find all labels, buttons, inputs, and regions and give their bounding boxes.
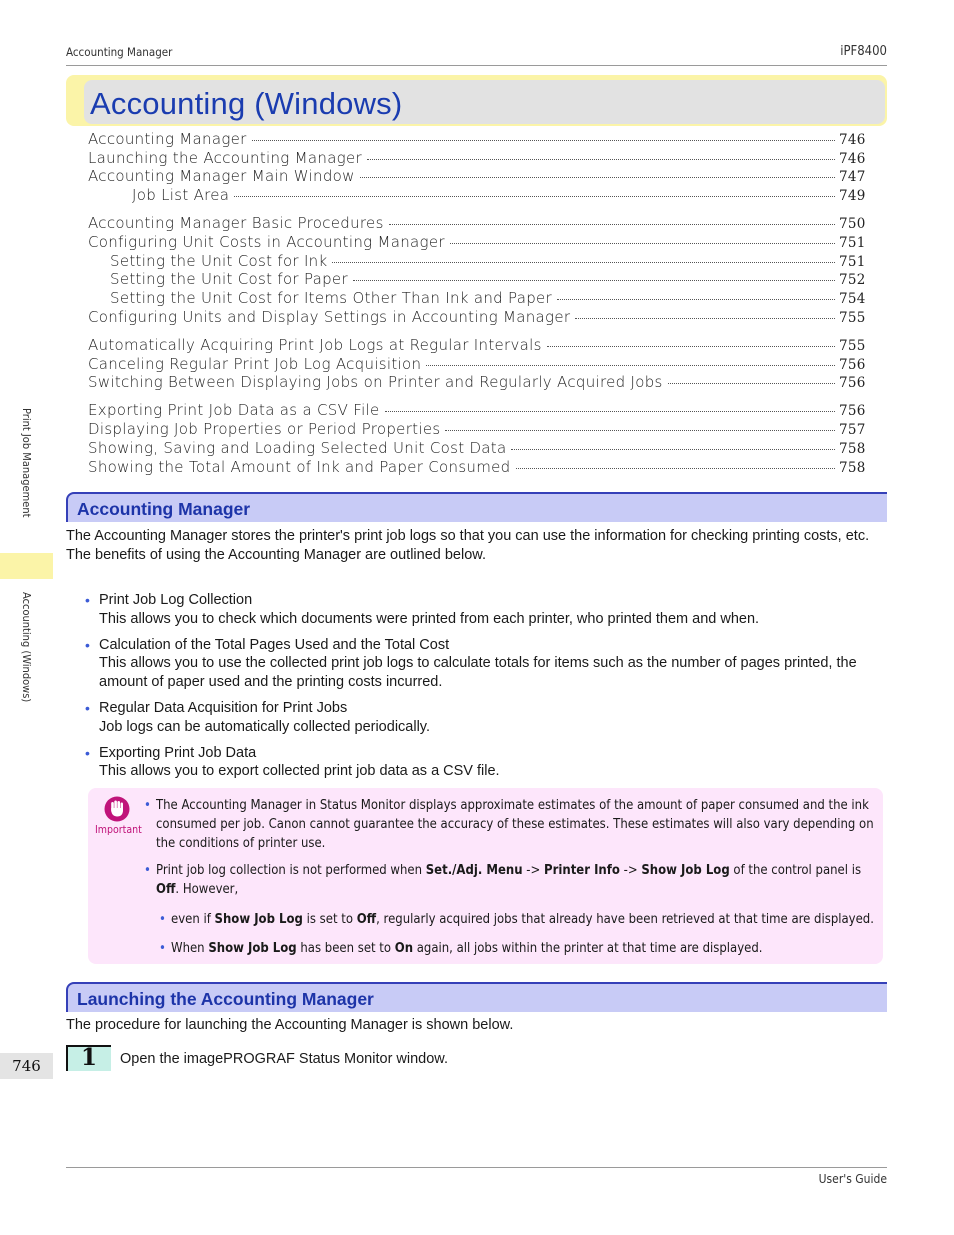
toc-entry-page: 758 xyxy=(839,440,866,457)
toc-entry[interactable] xyxy=(88,401,865,420)
side-tab-section[interactable]: Accounting (Windows) xyxy=(20,592,33,703)
page-title: Accounting (Windows) xyxy=(90,86,403,121)
bullet-icon: • xyxy=(159,941,166,956)
toc-leader-dots xyxy=(367,158,835,160)
toc-entry-title: Setting the Unit Cost for Ink xyxy=(110,251,328,270)
setting-value: Off xyxy=(356,912,377,927)
toc-leader-dots xyxy=(557,298,835,300)
section-heading: Launching the Accounting Manager xyxy=(77,989,374,1009)
toc-entry-page: 757 xyxy=(839,422,866,439)
section-intro xyxy=(66,527,887,564)
list-item xyxy=(85,636,890,692)
toc-entry-title: Launching the Accounting Manager xyxy=(88,148,362,167)
setting-value: On xyxy=(394,941,414,956)
list-item-description: This allows you to use the collected print job logs to calculate totals for items such as the number of pages printed, the amount of paper used and the printing costs incurred. xyxy=(99,655,857,690)
toc-entry-title: Exporting Print Job Data as a CSV File xyxy=(88,401,380,420)
toc-entry[interactable] xyxy=(88,149,865,168)
toc-entry[interactable] xyxy=(88,355,865,374)
step-number: 1 xyxy=(81,1044,98,1071)
toc-entry-title: Job List Area xyxy=(132,186,230,205)
toc-entry-page: 747 xyxy=(839,169,866,186)
bullet-icon: • xyxy=(159,912,166,927)
list-item-title: Exporting Print Job Data xyxy=(99,744,257,761)
important-subnote-1 xyxy=(144,910,874,929)
toc-entry-page: 756 xyxy=(839,356,866,373)
toc-leader-dots xyxy=(385,410,835,412)
toc-leader-dots xyxy=(353,279,835,281)
list-item-description: This allows you to check which documents were printed from each printer, who printed them and when. xyxy=(99,610,760,627)
list-item-title: Print Job Log Collection xyxy=(99,592,253,608)
note-text: When Show Job Log has been set to On again, all jobs within the printer at that time are displayed. xyxy=(171,941,763,956)
toc-entry[interactable] xyxy=(88,439,865,458)
bullet-icon: • xyxy=(144,863,151,878)
list-item-title: Calculation of the Total Pages Used and the Total Cost xyxy=(99,636,450,653)
toc-entry-title: Configuring Unit Costs in Accounting Manager xyxy=(88,232,445,251)
list-item xyxy=(85,744,890,781)
intro-paragraph-1: The Accounting Manager stores the printer's print job logs so that you can use the information for checking printing costs, etc. xyxy=(66,528,870,544)
bullet-icon: • xyxy=(85,636,90,653)
toc-leader-dots xyxy=(389,223,835,225)
list-item-description: This allows you to export collected print job data as a CSV file. xyxy=(99,763,500,780)
toc-leader-dots xyxy=(668,382,835,384)
setting-value: Off xyxy=(156,882,176,897)
header-divider xyxy=(66,65,887,66)
benefits-list xyxy=(85,591,890,788)
toc-entry-title: Configuring Units and Display Settings in Accounting Manager xyxy=(88,307,571,326)
toc-leader-dots xyxy=(450,242,835,244)
footer-divider xyxy=(66,1167,887,1168)
section2-intro: The procedure for launching the Accounting Manager is shown below. xyxy=(66,1017,514,1033)
bullet-icon: • xyxy=(85,699,90,716)
list-item xyxy=(85,591,890,628)
toc-entry[interactable] xyxy=(88,167,865,186)
list-item-title: Regular Data Acquisition for Print Jobs xyxy=(99,699,348,716)
important-label: Important xyxy=(95,824,142,836)
toc-leader-dots xyxy=(445,429,835,431)
table-of-contents xyxy=(88,130,865,476)
toc-entry-title: Accounting Manager Basic Procedures xyxy=(88,214,384,233)
toc-entry-title: Setting the Unit Cost for Items Other Than Ink and Paper xyxy=(110,289,553,307)
bullet-icon: • xyxy=(85,592,90,608)
title-banner xyxy=(66,75,887,126)
section-heading: Accounting Manager xyxy=(77,499,251,519)
step-text: Open the imagePROGRAF Status Monitor window. xyxy=(120,1051,449,1067)
toc-entry-title: Canceling Regular Print Job Log Acquisition xyxy=(88,354,422,373)
hand-stop-icon xyxy=(104,795,130,823)
list-item xyxy=(85,699,890,736)
toc-entry-page: 750 xyxy=(839,216,866,233)
side-tab-chapter[interactable]: Print Job Management xyxy=(20,408,33,518)
setting-name: Show Job Log xyxy=(214,912,303,927)
toc-leader-dots xyxy=(426,364,835,366)
toc-entry-page: 756 xyxy=(839,375,866,392)
toc-leader-dots xyxy=(360,176,835,178)
important-note-2 xyxy=(144,861,874,899)
toc-entry-title: Accounting Manager xyxy=(88,130,247,148)
toc-entry-page: 756 xyxy=(839,403,866,420)
bullet-icon: • xyxy=(144,798,151,813)
running-header-section: Accounting Manager xyxy=(66,45,173,59)
toc-entry-page: 755 xyxy=(839,309,866,326)
toc-entry[interactable] xyxy=(88,186,865,205)
side-tab-active-marker xyxy=(0,553,53,579)
toc-entry-title: Showing, Saving and Loading Selected Unit Cost Data xyxy=(88,438,507,457)
toc-entry-title: Switching Between Displaying Jobs on Printer and Regularly Acquired Jobs xyxy=(88,373,663,392)
toc-leader-dots xyxy=(332,261,835,263)
toc-entry-page: 752 xyxy=(839,272,866,289)
toc-entry-page: 755 xyxy=(839,337,866,354)
toc-entry[interactable] xyxy=(88,373,865,392)
toc-leader-dots xyxy=(234,195,835,197)
important-subnote-2 xyxy=(144,939,874,958)
note-text: The Accounting Manager in Status Monitor displays approximate estimates of the amount of paper consumed and the ink consumed per job. Canon cannot guarantee the accuracy of these estimates. These estimates will also vary depending on the conditions of printer use. xyxy=(156,798,874,851)
title-banner-inner xyxy=(84,80,885,124)
toc-entry[interactable] xyxy=(88,336,865,355)
toc-entry-page: 758 xyxy=(839,459,866,476)
toc-entry-page: 746 xyxy=(839,132,866,148)
toc-entry[interactable] xyxy=(88,252,865,271)
important-note-box xyxy=(88,788,883,964)
toc-leader-dots xyxy=(252,139,835,141)
toc-entry[interactable] xyxy=(88,130,865,149)
note-text: even if Show Job Log is set to Off, regularly acquired jobs that already have been retrieved at that time are displayed. xyxy=(171,912,874,927)
running-header-model: iPF8400 xyxy=(840,44,887,59)
toc-entry[interactable] xyxy=(88,458,865,477)
toc-entry[interactable] xyxy=(88,420,865,439)
toc-leader-dots xyxy=(511,448,835,450)
toc-entry-page: 751 xyxy=(839,234,866,251)
toc-entry-title: Setting the Unit Cost for Paper xyxy=(110,270,348,289)
toc-leader-dots xyxy=(547,345,835,347)
toc-entry-page: 754 xyxy=(839,291,866,307)
toc-leader-dots xyxy=(575,317,835,319)
menu-name: Set./Adj. Menu xyxy=(425,863,523,878)
toc-group-gap xyxy=(88,326,865,336)
step-number-badge xyxy=(66,1045,111,1071)
important-notes xyxy=(144,796,874,958)
toc-entry[interactable] xyxy=(88,233,865,252)
note-text: Print job log collection is not performed when Set./Adj. Menu -> Printer Info -> Show Job Log of the control panel is Off. However, xyxy=(156,863,862,897)
menu-name: Printer Info xyxy=(544,863,620,878)
page-number: 746 xyxy=(0,1053,53,1079)
toc-entry[interactable] xyxy=(88,289,865,308)
menu-name: Show Job Log xyxy=(641,863,730,878)
intro-paragraph-2: The benefits of using the Accounting Manager are outlined below. xyxy=(66,546,486,563)
toc-leader-dots xyxy=(516,467,835,469)
toc-entry-page: 751 xyxy=(839,253,866,270)
toc-entry[interactable] xyxy=(88,308,865,327)
setting-name: Show Job Log xyxy=(208,941,297,956)
toc-entry-title: Automatically Acquiring Print Job Logs at Regular Intervals xyxy=(88,335,542,354)
toc-entry-page: 749 xyxy=(839,188,866,205)
toc-group-gap xyxy=(88,205,865,215)
toc-entry-title: Showing the Total Amount of Ink and Paper Consumed xyxy=(88,457,511,476)
list-item-description: Job logs can be automatically collected periodically. xyxy=(99,718,430,735)
section-header-accounting-manager xyxy=(66,492,887,522)
bullet-icon: • xyxy=(85,744,90,761)
toc-entry[interactable] xyxy=(88,270,865,289)
toc-entry-title: Displaying Job Properties or Period Properties xyxy=(88,420,441,439)
toc-entry[interactable] xyxy=(88,214,865,233)
section-header-launching xyxy=(66,982,887,1012)
important-badge xyxy=(95,795,142,836)
toc-entry-title: Accounting Manager Main Window xyxy=(88,167,355,186)
toc-group-gap xyxy=(88,392,865,402)
footer-guide-name: User's Guide xyxy=(818,1172,887,1186)
toc-entry-page: 746 xyxy=(839,150,866,167)
important-note-1 xyxy=(144,796,874,853)
